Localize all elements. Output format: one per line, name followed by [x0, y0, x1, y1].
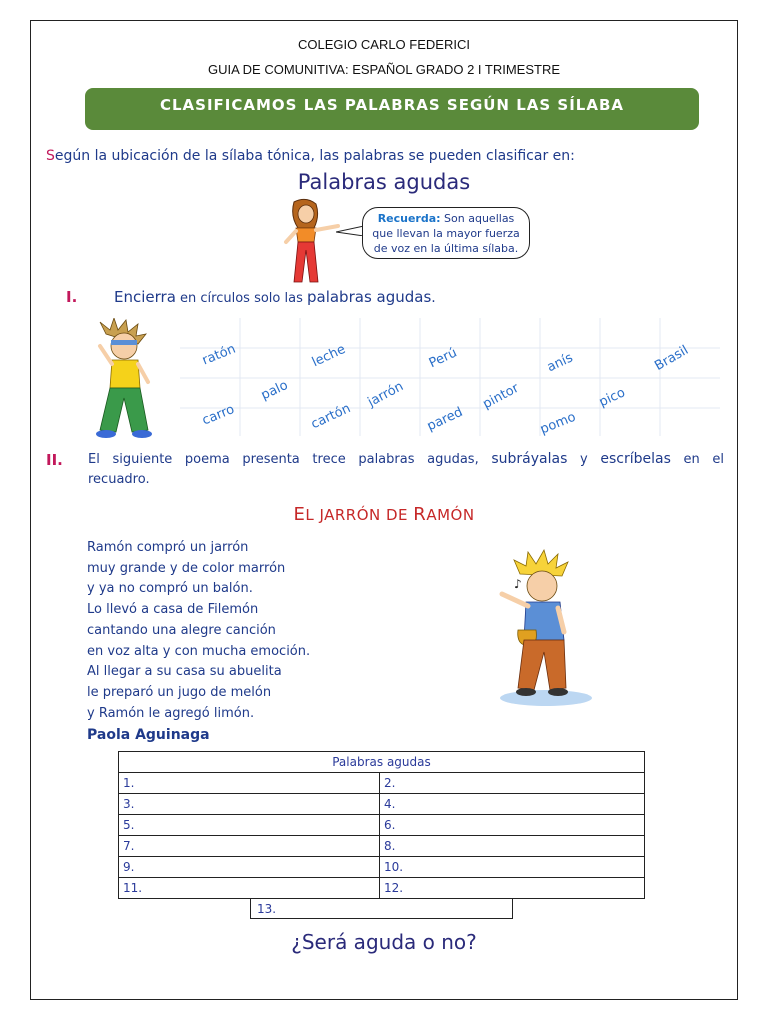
word-carro[interactable]: carro	[200, 402, 237, 429]
exercise2-line1b: y	[567, 452, 601, 467]
exercise1-middle: en círculos solo las	[175, 291, 307, 306]
table-cell[interactable]: 10.	[380, 857, 645, 878]
intro-initial: S	[46, 148, 55, 164]
table-cell[interactable]: 9.	[119, 857, 380, 878]
intro-rest: egún la ubicación de la sílaba tónica, las palabras se pueden clasificar en:	[54, 148, 575, 164]
table-cell[interactable]: 4.	[380, 794, 645, 815]
poem-author: Paola Aguinaga	[87, 727, 210, 743]
exercise1-instruction	[114, 288, 436, 306]
table-cell[interactable]: 2.	[380, 773, 645, 794]
word-pico[interactable]: pico	[596, 385, 628, 411]
poem-line: Ramón compró un jarrón	[87, 540, 249, 555]
exercise1-emph: palabras agudas	[306, 288, 432, 306]
word-jarron[interactable]: jarrón	[365, 379, 407, 411]
school-name: COLEGIO CARLO FEDERICI	[298, 37, 470, 52]
poem-title-cap2: R	[413, 504, 427, 525]
table-row	[119, 836, 645, 857]
table-cell[interactable]: 6.	[380, 815, 645, 836]
guide-title: GUIA DE COMUNITIVA: ESPAÑOL GRADO 2 I TRIMESTRE	[207, 62, 561, 77]
table-row	[119, 857, 645, 878]
table-cell[interactable]: 1.	[119, 773, 380, 794]
exercise2-line1	[88, 451, 724, 467]
table-header: Palabras agudas	[119, 752, 645, 773]
girl-illustration	[272, 198, 340, 286]
exercise2-line1a: El siguiente poema presenta trece palabras agudas,	[88, 452, 492, 467]
exercise2-line1c: en el	[670, 452, 724, 467]
word-carton[interactable]: cartón	[308, 401, 354, 433]
closing-question: ¿Será aguda o no?	[291, 930, 477, 954]
table-row	[119, 794, 645, 815]
lesson-banner: CLASIFICAMOS LAS PALABRAS SEGÚN LAS SÍLABA	[85, 88, 699, 130]
reminder-line3: de voz en la última sílaba.	[373, 242, 519, 255]
poem-line: y Ramón le agregó limón.	[87, 705, 255, 721]
poem-line: Lo llevó a casa de Filemón	[87, 602, 259, 618]
poem-title-rest2: AMÓN	[426, 506, 475, 524]
section-heading: Palabras agudas	[297, 170, 471, 194]
table-cell[interactable]: 8.	[380, 836, 645, 857]
poem-body	[87, 538, 310, 724]
word-pared[interactable]: pared	[424, 404, 466, 435]
table-cell-13[interactable]: 13.	[250, 899, 513, 919]
word-pomo[interactable]: pomo	[538, 409, 578, 438]
exercise2-emph2: escríbelas	[600, 451, 671, 467]
reminder-line1: Son aquellas	[440, 212, 515, 225]
table-cell[interactable]: 3.	[119, 794, 380, 815]
bubble-tail	[336, 226, 364, 236]
word-peru[interactable]: Perú	[426, 345, 460, 372]
table-cell[interactable]: 7.	[119, 836, 380, 857]
table-row	[119, 878, 645, 899]
word-anis[interactable]: anís	[544, 350, 576, 376]
word-raton[interactable]: ratón	[200, 341, 238, 369]
word-palo[interactable]: palo	[258, 377, 291, 404]
table-row	[119, 815, 645, 836]
poem-line: le preparó un jugo de melón	[87, 684, 272, 700]
word-pintor[interactable]: pintor	[480, 380, 522, 413]
svg-text:♪: ♪	[514, 577, 522, 591]
reminder-bubble	[362, 207, 530, 259]
poem-title	[0, 504, 768, 525]
poem-line: en voz alta y con mucha emoción.	[87, 643, 311, 659]
poem-line: Al llegar a su casa su abuelita	[87, 664, 282, 680]
table-cell[interactable]: 11.	[119, 878, 380, 899]
word-leche[interactable]: leche	[309, 341, 348, 371]
word-brasil[interactable]: Brasil	[652, 342, 692, 374]
agudas-table	[118, 751, 645, 899]
exercise2-number: II.	[46, 451, 63, 469]
poem-line: muy grande y de color marrón	[87, 560, 286, 576]
intro-text	[46, 148, 575, 164]
exercise1-number: I.	[66, 288, 78, 306]
poem-line: y ya no compró un balón.	[87, 581, 253, 597]
exercise1-end: .	[431, 290, 436, 306]
poem-title-cap1: E	[293, 504, 306, 525]
table-row	[119, 773, 645, 794]
singing-boy-illustration	[486, 548, 606, 708]
table-cell[interactable]: 5.	[119, 815, 380, 836]
reminder-label: Recuerda:	[377, 212, 441, 225]
reminder-line2: que llevan la mayor fuerza	[372, 227, 520, 240]
poem-line: cantando una alegre canción	[87, 622, 276, 638]
exercise2-emph1: subráyalas	[491, 451, 568, 467]
boy-illustration	[86, 318, 166, 440]
exercise1-verb: Encierra	[114, 288, 176, 306]
table-cell[interactable]: 12.	[380, 878, 645, 899]
exercise2-line2: recuadro.	[88, 472, 150, 487]
poem-title-rest1: L JARRÓN DE	[305, 506, 414, 524]
